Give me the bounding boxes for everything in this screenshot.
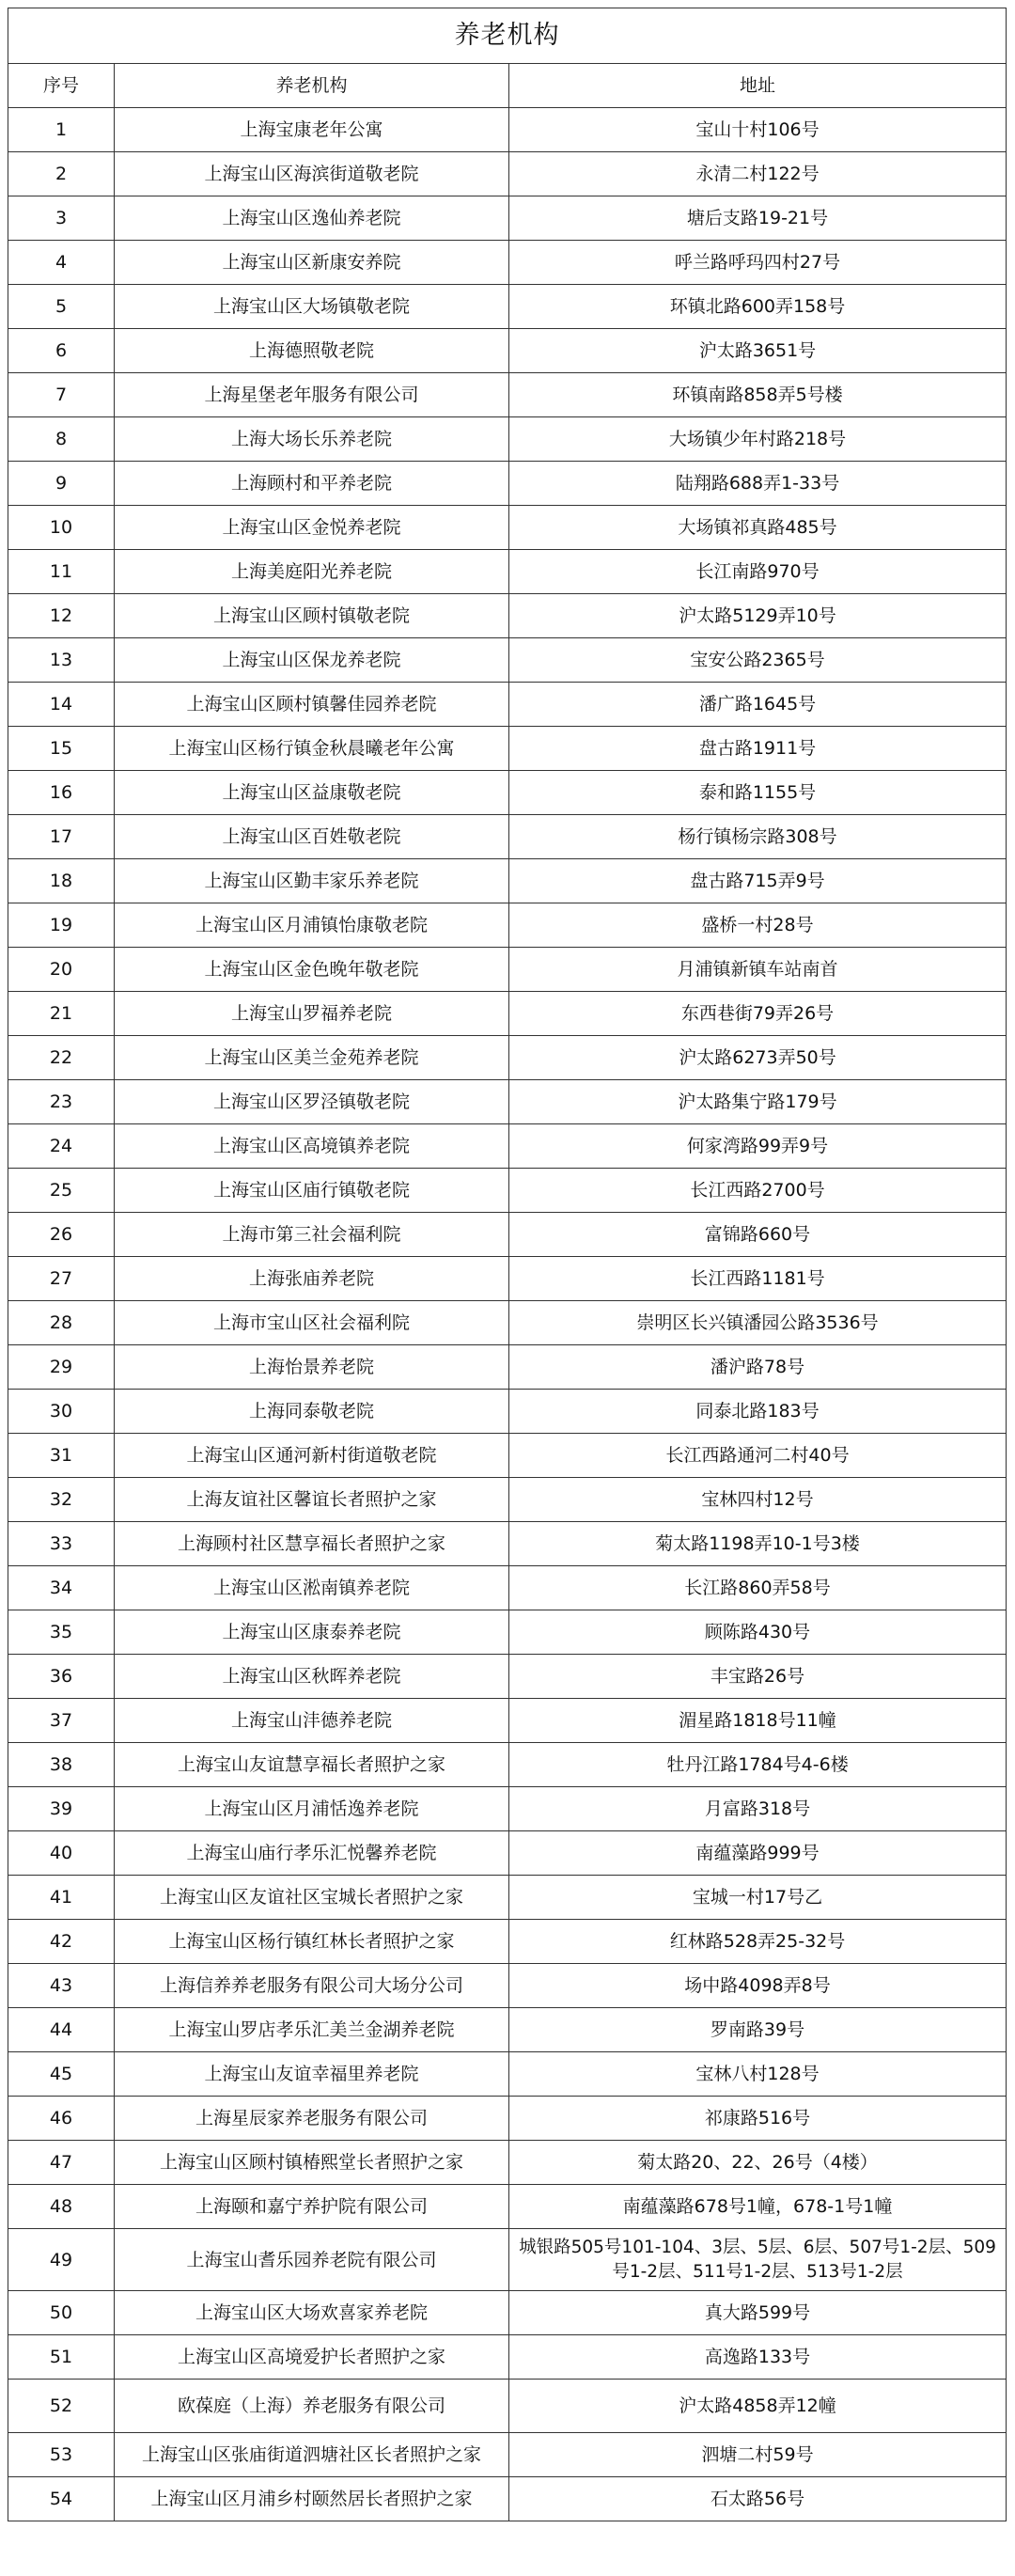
table-row: [8, 462, 1007, 506]
cell-no: 26: [8, 1213, 115, 1257]
cell-address: 祁康路516号: [509, 2097, 1007, 2141]
cell-name: 上海宝山区高境镇养老院: [115, 1124, 509, 1169]
table-row: [8, 1169, 1007, 1213]
table-row: [8, 903, 1007, 948]
cell-address: 宝城一村17号乙: [509, 1876, 1007, 1920]
table-row: [8, 1566, 1007, 1610]
cell-name: 上海宝山区友谊社区宝城长者照护之家: [115, 1876, 509, 1920]
cell-address: 沪太路3651号: [509, 329, 1007, 373]
cell-address: 湄星路1818号11幢: [509, 1699, 1007, 1743]
cell-name: 上海美庭阳光养老院: [115, 550, 509, 594]
cell-no: 22: [8, 1036, 115, 1080]
cell-address: 盘古路715弄9号: [509, 859, 1007, 903]
table-row: [8, 594, 1007, 638]
cell-address: 大场镇少年村路218号: [509, 417, 1007, 462]
table-row: [8, 1699, 1007, 1743]
cell-address: 潘沪路78号: [509, 1345, 1007, 1390]
table-header-row: [8, 64, 1007, 108]
cell-name: 上海宝山区金色晚年敬老院: [115, 948, 509, 992]
cell-name: 上海宝山区高境爱护长者照护之家: [115, 2335, 509, 2380]
table-row: [8, 2008, 1007, 2052]
cell-no: 23: [8, 1080, 115, 1124]
cell-name: 上海宝山区新康安养院: [115, 241, 509, 285]
cell-address: 真大路599号: [509, 2291, 1007, 2335]
cell-address: 大场镇祁真路485号: [509, 506, 1007, 550]
cell-no: 13: [8, 638, 115, 683]
table-row: [8, 2380, 1007, 2433]
cell-address: 永清二村122号: [509, 152, 1007, 196]
cell-address: 盘古路1911号: [509, 727, 1007, 771]
cell-name: 上海宝山区罗泾镇敬老院: [115, 1080, 509, 1124]
cell-name: 上海星堡老年服务有限公司: [115, 373, 509, 417]
cell-address: 城银路505号101-104、3层、5层、6层、507号1-2层、509号1-2层、511号1-2层、513号1-2层: [509, 2229, 1007, 2291]
table-row: [8, 329, 1007, 373]
cell-no: 4: [8, 241, 115, 285]
cell-address: 沪太路6273弄50号: [509, 1036, 1007, 1080]
cell-no: 49: [8, 2229, 115, 2291]
cell-no: 54: [8, 2477, 115, 2521]
cell-address: 富锦路660号: [509, 1213, 1007, 1257]
cell-address: 同泰北路183号: [509, 1390, 1007, 1434]
cell-name: 上海宝山友谊慧享福长者照护之家: [115, 1743, 509, 1787]
cell-name: 上海宝山罗店孝乐汇美兰金湖养老院: [115, 2008, 509, 2052]
table-row: [8, 815, 1007, 859]
cell-address: 月浦镇新镇车站南首: [509, 948, 1007, 992]
cell-no: 31: [8, 1434, 115, 1478]
cell-name: 上海宝山沣德养老院: [115, 1699, 509, 1743]
cell-no: 16: [8, 771, 115, 815]
cell-name: 上海同泰敬老院: [115, 1390, 509, 1434]
cell-name: 上海宝山区百姓敬老院: [115, 815, 509, 859]
table-row: [8, 638, 1007, 683]
cell-no: 38: [8, 1743, 115, 1787]
table-row: [8, 506, 1007, 550]
cell-address: 顾陈路430号: [509, 1610, 1007, 1655]
cell-name: 上海宝山区顾村镇椿熙堂长者照护之家: [115, 2141, 509, 2185]
cell-name: 上海宝山区金悦养老院: [115, 506, 509, 550]
cell-address: 环镇南路858弄5号楼: [509, 373, 1007, 417]
cell-name: 上海宝山区张庙街道泗塘社区长者照护之家: [115, 2433, 509, 2477]
cell-name: 上海市第三社会福利院: [115, 1213, 509, 1257]
cell-address: 泰和路1155号: [509, 771, 1007, 815]
cell-no: 11: [8, 550, 115, 594]
cell-no: 5: [8, 285, 115, 329]
table-row: [8, 1434, 1007, 1478]
cell-name: 上海友谊社区馨谊长者照护之家: [115, 1478, 509, 1522]
cell-address: 菊太路20、22、26号（4楼）: [509, 2141, 1007, 2185]
cell-no: 47: [8, 2141, 115, 2185]
cell-name: 上海市宝山区社会福利院: [115, 1301, 509, 1345]
cell-no: 2: [8, 152, 115, 196]
table-row: [8, 948, 1007, 992]
cell-no: 9: [8, 462, 115, 506]
cell-name: 上海宝山区大场欢喜家养老院: [115, 2291, 509, 2335]
cell-address: 长江西路2700号: [509, 1169, 1007, 1213]
cell-address: 宝林八村128号: [509, 2052, 1007, 2097]
cell-address: 场中路4098弄8号: [509, 1964, 1007, 2008]
cell-no: 29: [8, 1345, 115, 1390]
header-name: 养老机构: [115, 64, 509, 108]
table-row: [8, 1257, 1007, 1301]
cell-address: 宝林四村12号: [509, 1478, 1007, 1522]
cell-address: 沪太路4858弄12幢: [509, 2380, 1007, 2433]
table-row: [8, 241, 1007, 285]
cell-no: 33: [8, 1522, 115, 1566]
cell-address: 南蕴藻路999号: [509, 1831, 1007, 1876]
cell-no: 6: [8, 329, 115, 373]
cell-address: 长江西路1181号: [509, 1257, 1007, 1301]
table-row: [8, 2477, 1007, 2521]
cell-no: 17: [8, 815, 115, 859]
cell-no: 15: [8, 727, 115, 771]
table-row: [8, 1390, 1007, 1434]
cell-name: 上海宝山区保龙养老院: [115, 638, 509, 683]
cell-no: 7: [8, 373, 115, 417]
table-row: [8, 1080, 1007, 1124]
table-row: [8, 1920, 1007, 1964]
cell-name: 上海宝山区淞南镇养老院: [115, 1566, 509, 1610]
cell-name: 上海宝山区月浦恬逸养老院: [115, 1787, 509, 1831]
cell-address: 陆翔路688弄1-33号: [509, 462, 1007, 506]
cell-address: 宝安公路2365号: [509, 638, 1007, 683]
cell-name: 上海宝山区大场镇敬老院: [115, 285, 509, 329]
cell-address: 长江路860弄58号: [509, 1566, 1007, 1610]
cell-address: 泗塘二村59号: [509, 2433, 1007, 2477]
cell-name: 上海宝山区通河新村街道敬老院: [115, 1434, 509, 1478]
table-row: [8, 152, 1007, 196]
table-row: [8, 771, 1007, 815]
table-row: [8, 992, 1007, 1036]
table-row: [8, 417, 1007, 462]
table-row: [8, 1655, 1007, 1699]
table-row: [8, 2141, 1007, 2185]
table-row: [8, 1964, 1007, 2008]
table-row: [8, 1036, 1007, 1080]
cell-name: 上海大场长乐养老院: [115, 417, 509, 462]
cell-name: 上海颐和嘉宁养护院有限公司: [115, 2185, 509, 2229]
cell-no: 35: [8, 1610, 115, 1655]
cell-name: 上海宝山区秋晖养老院: [115, 1655, 509, 1699]
cell-name: 上海宝山区庙行镇敬老院: [115, 1169, 509, 1213]
cell-address: 石太路56号: [509, 2477, 1007, 2521]
cell-name: 上海宝山区顾村镇馨佳园养老院: [115, 683, 509, 727]
cell-no: 14: [8, 683, 115, 727]
cell-address: 宝山十村106号: [509, 108, 1007, 152]
cell-no: 21: [8, 992, 115, 1036]
cell-no: 32: [8, 1478, 115, 1522]
cell-name: 上海张庙养老院: [115, 1257, 509, 1301]
table-row: [8, 2335, 1007, 2380]
table-row: [8, 1124, 1007, 1169]
cell-address: 环镇北路600弄158号: [509, 285, 1007, 329]
table-row: [8, 108, 1007, 152]
cell-address: 菊太路1198弄10-1号3楼: [509, 1522, 1007, 1566]
cell-name: 上海宝山区杨行镇金秋晨曦老年公寓: [115, 727, 509, 771]
cell-no: 42: [8, 1920, 115, 1964]
table-row: [8, 1787, 1007, 1831]
cell-name: 上海宝山区益康敬老院: [115, 771, 509, 815]
table-row: [8, 550, 1007, 594]
table-title: 养老机构: [8, 8, 1007, 64]
cell-no: 51: [8, 2335, 115, 2380]
cell-address: 盛桥一村28号: [509, 903, 1007, 948]
cell-address: 东西巷街79弄26号: [509, 992, 1007, 1036]
cell-no: 50: [8, 2291, 115, 2335]
cell-name: 上海宝山罗福养老院: [115, 992, 509, 1036]
cell-no: 28: [8, 1301, 115, 1345]
cell-name: 上海宝山耆乐园养老院有限公司: [115, 2229, 509, 2291]
cell-no: 45: [8, 2052, 115, 2097]
cell-address: 何家湾路99弄9号: [509, 1124, 1007, 1169]
cell-name: 上海宝山区海滨街道敬老院: [115, 152, 509, 196]
cell-name: 上海宝山区顾村镇敬老院: [115, 594, 509, 638]
table-body: [8, 108, 1007, 2521]
table-row: [8, 285, 1007, 329]
table-row: [8, 2052, 1007, 2097]
cell-no: 1: [8, 108, 115, 152]
cell-address: 塘后支路19-21号: [509, 196, 1007, 241]
elderly-care-table: [8, 8, 1007, 2521]
cell-no: 20: [8, 948, 115, 992]
table-row: [8, 1478, 1007, 1522]
cell-name: 上海顾村社区慧享福长者照护之家: [115, 1522, 509, 1566]
table-row: [8, 2229, 1007, 2291]
cell-no: 44: [8, 2008, 115, 2052]
cell-address: 红林路528弄25-32号: [509, 1920, 1007, 1964]
cell-no: 36: [8, 1655, 115, 1699]
cell-no: 3: [8, 196, 115, 241]
table-row: [8, 727, 1007, 771]
cell-no: 43: [8, 1964, 115, 2008]
table-row: [8, 1831, 1007, 1876]
cell-address: 杨行镇杨宗路308号: [509, 815, 1007, 859]
cell-no: 37: [8, 1699, 115, 1743]
cell-address: 长江南路970号: [509, 550, 1007, 594]
table-row: [8, 1301, 1007, 1345]
cell-address: 潘广路1645号: [509, 683, 1007, 727]
cell-no: 53: [8, 2433, 115, 2477]
cell-no: 25: [8, 1169, 115, 1213]
table-row: [8, 196, 1007, 241]
cell-address: 呼兰路呼玛四村27号: [509, 241, 1007, 285]
table-title-row: [8, 8, 1007, 64]
table-row: [8, 2185, 1007, 2229]
cell-address: 牡丹江路1784号4-6楼: [509, 1743, 1007, 1787]
cell-no: 24: [8, 1124, 115, 1169]
cell-address: 南蕴藻路678号1幢，678-1号1幢: [509, 2185, 1007, 2229]
cell-no: 27: [8, 1257, 115, 1301]
cell-no: 19: [8, 903, 115, 948]
cell-name: 上海宝山区月浦乡村颐然居长者照护之家: [115, 2477, 509, 2521]
cell-address: 月富路318号: [509, 1787, 1007, 1831]
cell-no: 48: [8, 2185, 115, 2229]
cell-no: 10: [8, 506, 115, 550]
cell-address: 沪太路5129弄10号: [509, 594, 1007, 638]
cell-name: 上海宝山区杨行镇红林长者照护之家: [115, 1920, 509, 1964]
cell-no: 46: [8, 2097, 115, 2141]
cell-name: 上海宝山区月浦镇怡康敬老院: [115, 903, 509, 948]
cell-name: 上海德照敬老院: [115, 329, 509, 373]
cell-name: 上海宝山庙行孝乐汇悦馨养老院: [115, 1831, 509, 1876]
table-row: [8, 683, 1007, 727]
cell-address: 崇明区长兴镇潘园公路3536号: [509, 1301, 1007, 1345]
cell-no: 18: [8, 859, 115, 903]
table-row: [8, 1743, 1007, 1787]
cell-no: 30: [8, 1390, 115, 1434]
cell-no: 39: [8, 1787, 115, 1831]
cell-address: 长江西路通河二村40号: [509, 1434, 1007, 1478]
cell-address: 丰宝路26号: [509, 1655, 1007, 1699]
cell-name: 上海宝山区勤丰家乐养老院: [115, 859, 509, 903]
cell-name: 欧葆庭（上海）养老服务有限公司: [115, 2380, 509, 2433]
cell-address: 沪太路集宁路179号: [509, 1080, 1007, 1124]
cell-address: 罗南路39号: [509, 2008, 1007, 2052]
cell-no: 52: [8, 2380, 115, 2433]
cell-name: 上海宝山区逸仙养老院: [115, 196, 509, 241]
cell-name: 上海星辰家养老服务有限公司: [115, 2097, 509, 2141]
table-row: [8, 2097, 1007, 2141]
cell-name: 上海宝山友谊幸福里养老院: [115, 2052, 509, 2097]
table-row: [8, 1345, 1007, 1390]
header-address: 地址: [509, 64, 1007, 108]
table-row: [8, 373, 1007, 417]
cell-no: 40: [8, 1831, 115, 1876]
cell-name: 上海怡景养老院: [115, 1345, 509, 1390]
cell-name: 上海宝山区康泰养老院: [115, 1610, 509, 1655]
table-row: [8, 1610, 1007, 1655]
table-row: [8, 1213, 1007, 1257]
cell-no: 41: [8, 1876, 115, 1920]
cell-name: 上海宝康老年公寓: [115, 108, 509, 152]
cell-address: 高逸路133号: [509, 2335, 1007, 2380]
cell-no: 8: [8, 417, 115, 462]
cell-name: 上海顾村和平养老院: [115, 462, 509, 506]
table-row: [8, 1876, 1007, 1920]
table-row: [8, 859, 1007, 903]
table-row: [8, 1522, 1007, 1566]
table-row: [8, 2291, 1007, 2335]
cell-name: 上海信养养老服务有限公司大场分公司: [115, 1964, 509, 2008]
header-no: 序号: [8, 64, 115, 108]
cell-no: 34: [8, 1566, 115, 1610]
table-row: [8, 2433, 1007, 2477]
cell-no: 12: [8, 594, 115, 638]
cell-name: 上海宝山区美兰金苑养老院: [115, 1036, 509, 1080]
